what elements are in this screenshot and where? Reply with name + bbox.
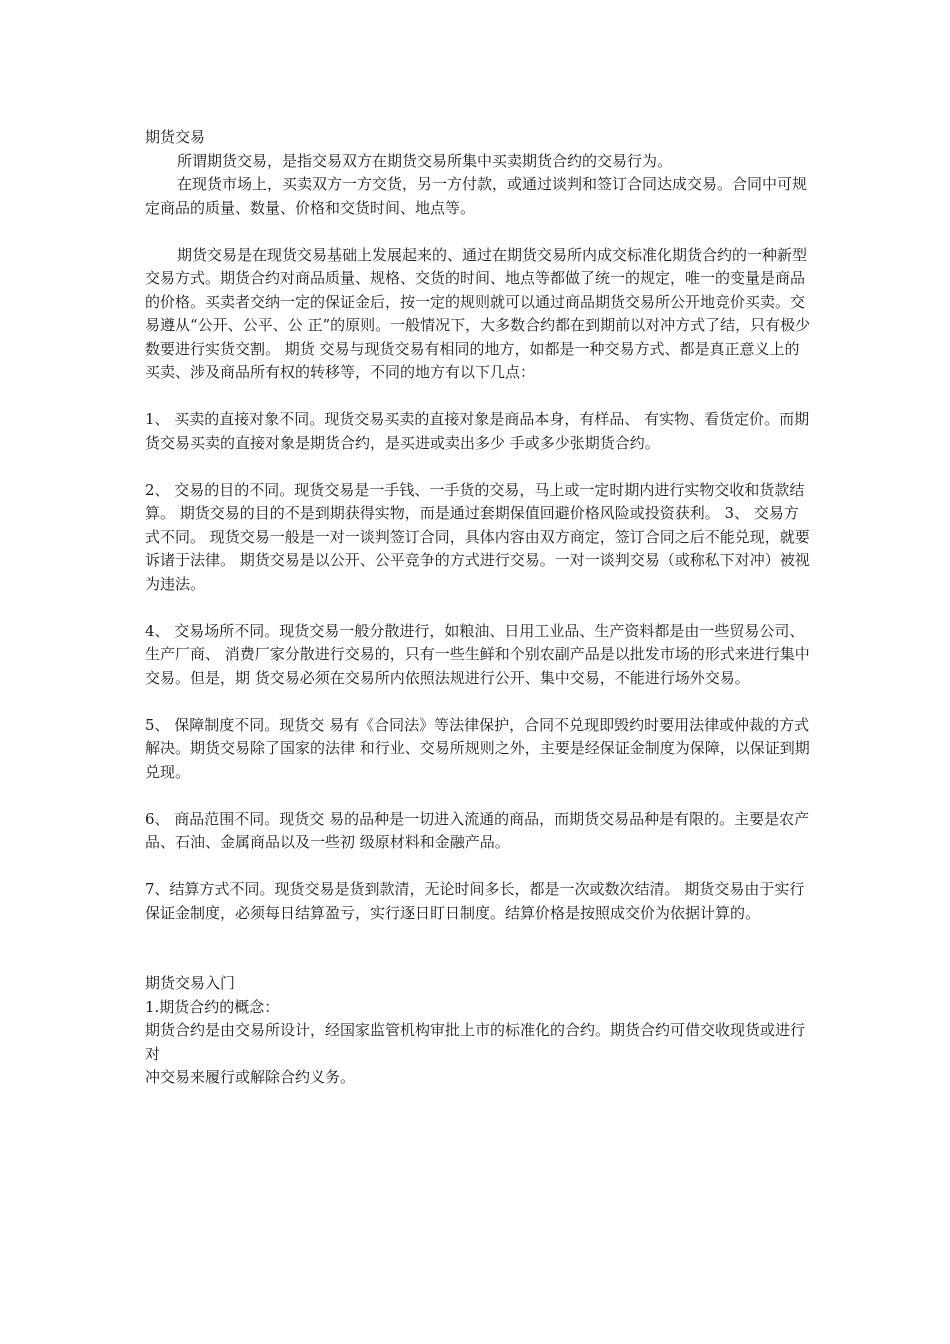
spacer: [145, 455, 813, 479]
point-4: 4、 交易场所不同。现货交易一般分散进行，如粮油、日用工业品、生产资料都是由一些贸易公司、生产厂商、 消费厂家分散进行交易的，只有一些生鲜和个别农副产品是以批发市场的形式来进行集中交易。但是，期 货交易必须在交易所内依照法规进行公开、集中交易，不能进行场外交易。: [145, 621, 810, 687]
spacer: [145, 784, 813, 808]
point-2-3: 2、 交易的目的不同。现货交易是一手钱、一手货的交易，马上或一定时期内进行实物交收和货款结算。 期货交易的目的不是到期获得实物，而是通过套期保值回避价格风险或投资获利。 3、 交易方式不同。 现货交易一般是一对一谈判签订合同，具体内容由双方商定，签订合同之后不能兑现，就要诉诸于法律。 期货交易是以公开、公平竞争的方式进行交易。一对一谈判交易（或称私下对冲）被视为违法。: [145, 480, 810, 593]
intro-paragraph-2: 在现货市场上，买卖双方一方交货，另一方付款，或通过谈判和签订合同达成交易。合同中可规定商品的质量、数量、价格和交货时间、地点等。: [145, 175, 808, 217]
overview-paragraph: 期货交易是在现货交易基础上发展起来的、通过在期货交易所内成交标准化期货合约的一种新型交易方式。期货合约对商品质量、规格、交货的时间、地点等都做了统一的规定，唯一的变量是商品的价格。买卖者交纳一定的保证金后，按一定的规则就可以通过商品期货交易所公开地竞价买卖。交易遵从“公开、公平、公 正”的原则。一般情况下，大多数合约都在到期前以对冲方式了结，只有极少数要进行实货交割。 期货 交易与现货交易有相同的地方，如都是一种交易方式、都是真正意义上的买卖、涉及商品所有权的转移等，不同的地方有以下几点：: [145, 245, 811, 381]
point-7: 7、结算方式不同。现货交易是货到款清，无论时间多长，都是一次或数次结清。 期货交易由于实行保证金制度，必须每日结算盈亏，实行逐日盯日制度。结算价格是按照成交价为依据计算的。: [145, 880, 805, 922]
point-5: 5、 保障制度不同。现货交 易有《合同法》等法律保护，合同不兑现即毁约时要用法律或仲裁的方式解决。期货交易除了国家的法律 和行业、交易所规则之外，主要是经保证金制度为保障，以保证到期兑现。: [145, 715, 810, 781]
section-line-2: 冲交易来履行或解除合约义务。: [145, 1068, 356, 1086]
document-title: 期货交易: [145, 128, 206, 146]
section-title: 期货交易入门: [145, 974, 236, 992]
spacer: [145, 385, 813, 409]
section-subtitle: 1.期货合约的概念：: [145, 997, 280, 1016]
intro-paragraph-1: 所谓期货交易，是指交易双方在期货交易所集中买卖期货合约的交易行为。: [177, 151, 673, 170]
spacer: [145, 220, 813, 244]
spacer: [145, 855, 813, 879]
spacer: [145, 596, 813, 620]
document-body: [145, 126, 813, 1090]
spacer: [145, 925, 813, 972]
point-6: 6、 商品范围不同。现货交 易的品种是一切进入流通的商品，而期货交易品种是有限的。主要是农产品、石油、金属商品以及一些初 级原材料和金融产品。: [145, 809, 810, 851]
spacer: [145, 690, 813, 714]
point-1: 1、 买卖的直接对象不同。现货交易买卖的直接对象是商品本身，有样品、 有实物、看货定价。而期货交易买卖的直接对象是期货合约，是买进或卖出多少 手或多少张期货合约。: [145, 410, 810, 452]
section-line-1: 期货合约是由交易所设计，经国家监管机构审批上市的标准化的合约。期货合约可借交收现货或进行对: [145, 1021, 806, 1063]
